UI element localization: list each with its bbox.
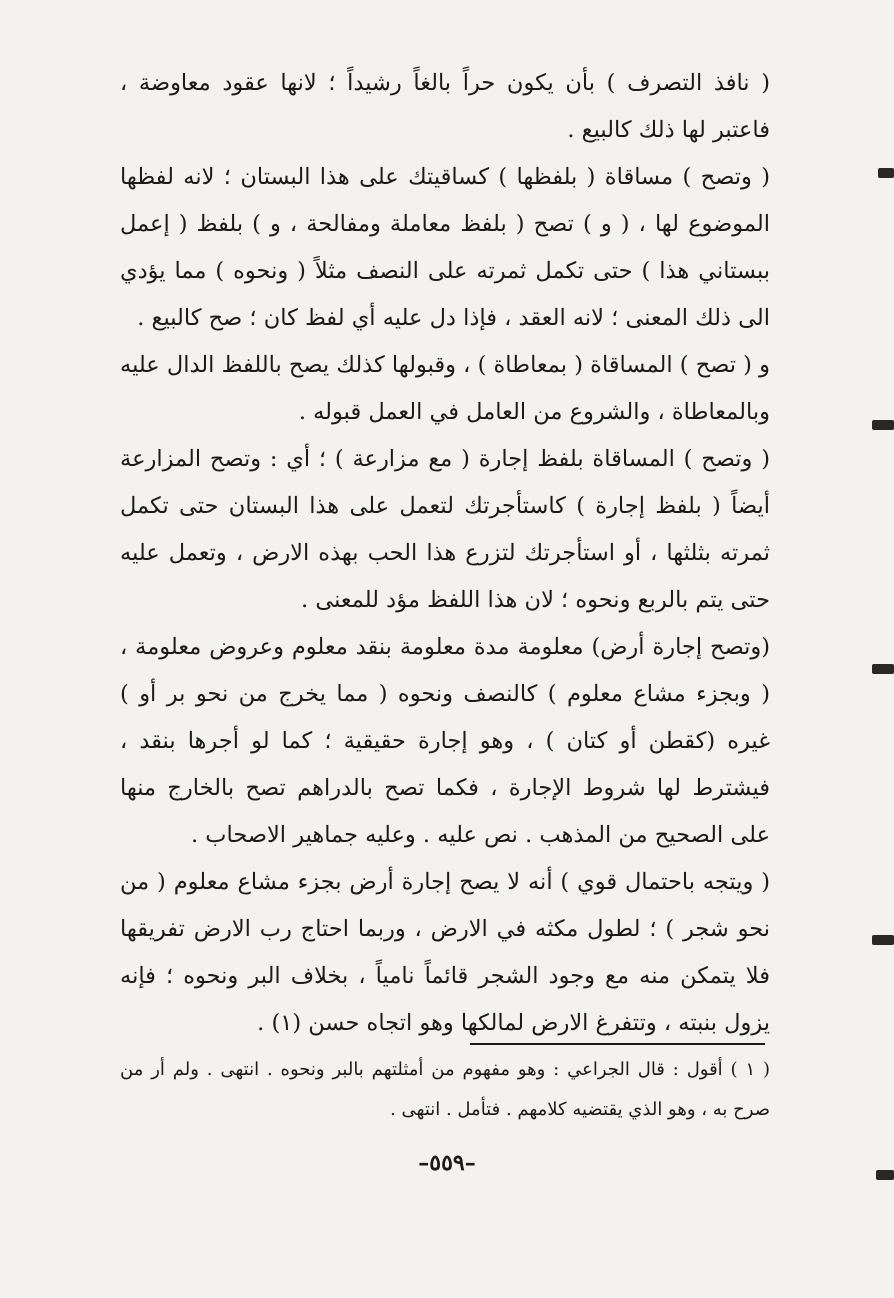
paragraph: ( ويتجه باحتمال قوي ) أنه لا يصح إجارة أرض بجزء مشاع معلوم ( من نحو شجر ) ؛ لطول مكثه في الارض ، وربما احتاج رب الارض تفريقها فلا يتمكن منه مع وجود الشجر قائماً نامياً ، بخلاف البر ونحوه ؛ فإنه يزول بنبته ، وتتفرغ الارض لمالكها وهو اتجاه حسن (١) . (120, 869, 770, 1036)
paragraph: و ( تصح ) المساقاة ( بمعاطاة ) ، وقبولها كذلك يصح باللفظ الدال عليه وبالمعاطاة ، والشروع من العامل في العمل قبوله . (120, 352, 770, 425)
margin-mark (872, 420, 894, 430)
margin-mark (872, 935, 894, 945)
footnotes (120, 1050, 770, 1130)
footnote-divider (470, 1043, 765, 1045)
margin-mark (878, 168, 894, 178)
paragraph: ( وتصح ) المساقاة بلفظ إجارة ( مع مزارعة ) ؛ أي : وتصح المزارعة أيضاً ( بلفظ إجارة ) كاستأجرتك لتعمل على هذا البستان حتى تكمل ثمرته بثلثها ، أو استأجرتك لتزرع هذا الحب بهذه الارض ، وتعمل عليه حتى يتم بالربع ونحوه ؛ لان هذا اللفظ مؤد للمعنى . (120, 446, 770, 613)
paragraph: ( نافذ التصرف ) بأن يكون حراً بالغاً رشيداً ؛ لانها عقود معاوضة ، فاعتبر لها ذلك كالبيع . (120, 70, 770, 143)
footnote: ( ١ ) أقول : قال الجراعي : وهو مفهوم من أمثلتهم بالبر ونحوه . انتهى . ولم أر من صرح به ، وهو الذي يقتضيه كلامهم . فتأمل . انتهى . (120, 1059, 770, 1120)
page-number: –٥٥٩– (418, 1150, 476, 1176)
main-text (120, 60, 770, 1047)
margin-mark (872, 664, 894, 674)
paragraph: (وتصح إجارة أرض) معلومة مدة معلومة بنقد معلوم وعروض معلومة ، ( وبجزء مشاع معلوم ) كالنصف ونحوه ( مما يخرج من نحو بر أو ) غيره (كقطن أو كتان ) ، وهو إجارة حقيقية ؛ كما لو أجرها بنقد ، فيشترط لها شروط الإجارة ، فكما تصح بالدراهم تصح بالخارج منها على الصحيح من المذهب . نص عليه . وعليه جماهير الاصحاب . (120, 634, 770, 848)
margin-mark (876, 1170, 894, 1180)
paragraph: ( وتصح ) مساقاة ( بلفظها ) كساقيتك على هذا البستان ؛ لانه لفظها الموضوع لها ، ( و ) تصح ( بلفظ معاملة ومفالحة ، و ) بلفظ ( إعمل ببستاني هذا ) حتى تكمل ثمرته على النصف مثلاً ( ونحوه ) مما يؤدي الى ذلك المعنى ؛ لانه العقد ، فإذا دل عليه أي لفظ كان ؛ صح كالبيع . (120, 164, 770, 331)
